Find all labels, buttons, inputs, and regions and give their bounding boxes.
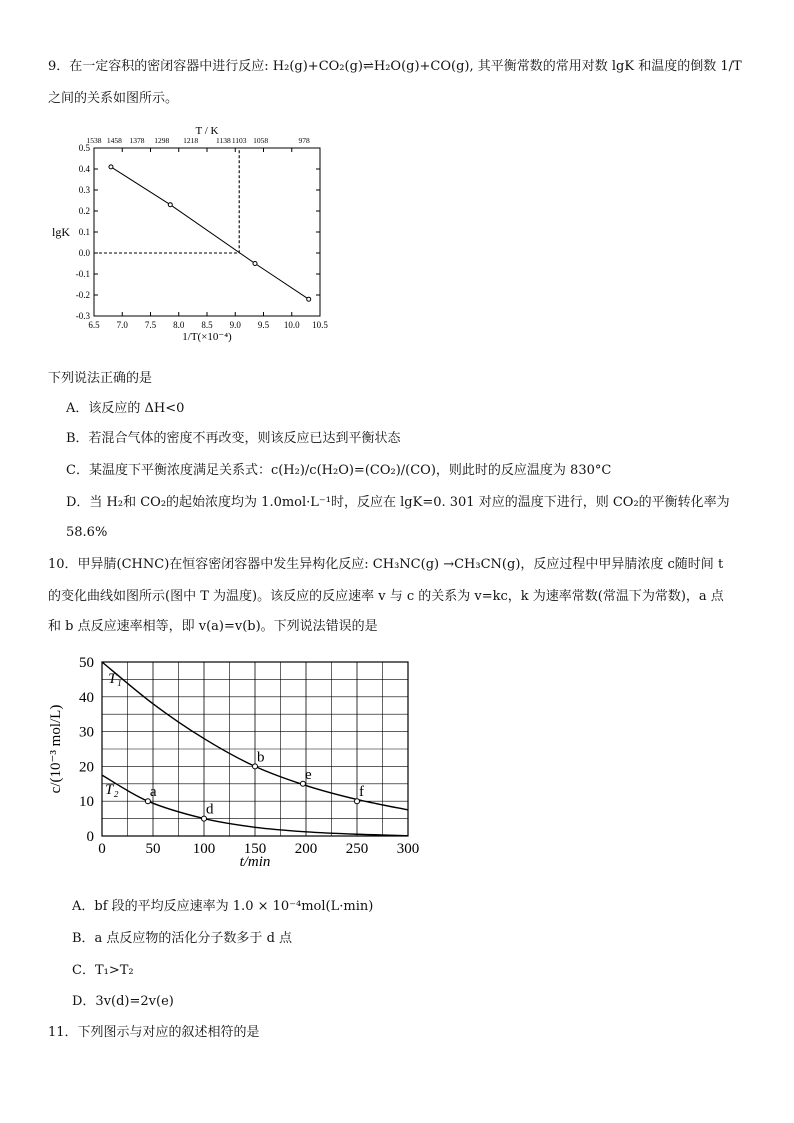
x-tick-label: 250 — [345, 841, 369, 857]
q10-stem-line3: 和 b 点反应速率相等，即 v(a)=v(b)。下列说法错误的是 — [48, 619, 378, 634]
lgk-chart — [48, 118, 348, 348]
y-tick-label: 0.5 — [78, 143, 90, 153]
data-point — [253, 262, 257, 266]
top-tick-label: 1138 — [216, 136, 231, 145]
q10-stem-line2: 的变化曲线如图所示(图中 T 为温度)。该反应的反应速率 v 与 c 的关系为 v=kc，k 为速率常数(常温下为常数)，a 点 — [48, 589, 724, 604]
point-label-a: a — [149, 784, 157, 801]
q9-option-c: C．某温度下平衡浓度满足关系式：c(H₂)/c(H₂O)=(CO₂)/(CO)，则此时的反应温度为 830°C — [66, 463, 612, 478]
y-tick-label: 20 — [79, 759, 94, 776]
point-label-f: f — [359, 784, 364, 801]
top-tick-label: 1058 — [253, 136, 269, 145]
point-label-d: d — [206, 801, 214, 818]
data-point — [307, 297, 311, 301]
point-label-b: b — [257, 749, 265, 766]
y-tick-label: -0.3 — [75, 311, 90, 321]
q10-option-c: C．T₁>T₂ — [72, 963, 134, 978]
x-tick-label: 100 — [192, 841, 216, 857]
top-axis-title: T / K — [195, 125, 219, 137]
x-tick-label: 6.5 — [88, 320, 100, 330]
y-tick-label: 10 — [79, 794, 94, 811]
y-tick-label: 0.0 — [78, 248, 90, 258]
y-axis-label: lgK — [52, 225, 70, 239]
series-label-t1: T₁ — [108, 670, 122, 687]
y-tick-label: -0.2 — [75, 290, 90, 300]
q11-stem: 11．下列图示与对应的叙述相符的是 — [48, 1025, 260, 1040]
x-axis-label: t/min — [239, 854, 271, 870]
top-tick-label: 1103 — [231, 136, 247, 145]
data-point — [109, 165, 113, 169]
top-tick-label: 1458 — [106, 136, 122, 145]
x-tick-label: 150 — [243, 841, 267, 857]
x-tick-label: 50 — [145, 841, 161, 857]
q10-option-a: A．bf 段的平均反应速率为 1.0 × 10⁻⁴mol(L·min) — [72, 899, 374, 914]
top-tick-label: 1538 — [86, 136, 102, 145]
top-tick-label: 978 — [298, 136, 310, 145]
x-tick-label: 10.5 — [312, 320, 328, 330]
y-tick-label: 0.2 — [78, 206, 90, 216]
x-tick-label: 8.0 — [173, 320, 185, 330]
q9-option-a: A．该反应的 ΔH<0 — [66, 401, 185, 416]
q9-stem-line2: 之间的关系如图所示。 — [48, 91, 179, 106]
x-tick-label: 300 — [396, 841, 420, 857]
q9-option-b: B．若混合气体的密度不再改变，则该反应已达到平衡状态 — [66, 431, 401, 446]
q10-stem-line1: 10．甲异腈(CHNC)在恒容密闭容器中发生异构化反应: CH₃NC(g) →CH₃CN(g)，反应过程中甲异腈浓度 c随时间 t — [48, 557, 724, 572]
q9-option-d-line1: D．当 H₂和 CO₂的起始浓度均为 1.0mol·L⁻¹时，反应在 lgK=0. 301 对应的温度下进行，则 CO₂的平衡转化率为 — [66, 495, 730, 510]
x-tick-label: 7.0 — [116, 320, 128, 330]
x-tick-label: 9.0 — [229, 320, 241, 330]
x-tick-label: 9.5 — [257, 320, 270, 330]
top-tick-label: 1218 — [183, 136, 199, 145]
q9-prompt: 下列说法正确的是 — [48, 371, 153, 386]
q9-option-d-line2: 58.6% — [66, 525, 108, 540]
y-tick-label: 40 — [79, 689, 94, 706]
x-tick-label: 8.5 — [201, 320, 213, 330]
y-tick-label: 0.3 — [78, 185, 90, 195]
data-point — [168, 203, 172, 207]
point-label-e: e — [304, 766, 312, 783]
q10-option-d: D．3v(d)=2v(e) — [72, 994, 174, 1009]
x-tick-label: 200 — [294, 841, 318, 857]
y-tick-label: 0.1 — [78, 227, 90, 237]
concentration-chart — [48, 652, 428, 874]
x-tick-label: 7.5 — [144, 320, 157, 330]
q9-stem-line1: 9．在一定容积的密闭容器中进行反应: H₂(g)+CO₂(g)⇌H₂O(g)+CO(g), 其平衡常数的常用对数 lgK 和温度的倒数 1/T — [48, 59, 742, 74]
top-tick-label: 1378 — [129, 136, 145, 145]
y-tick-label: 50 — [79, 655, 94, 671]
x-axis-label: 1/T(×10⁻⁴) — [182, 331, 232, 343]
y-tick-label: -0.1 — [75, 269, 90, 279]
y-tick-label: 0.4 — [78, 164, 90, 174]
y-axis-label: c/(10⁻³ mol/L) — [48, 704, 64, 794]
x-tick-label: 10.0 — [283, 320, 300, 330]
y-tick-label: 30 — [79, 724, 94, 741]
y-tick-label: 0 — [86, 829, 94, 845]
series-label-t2: T₂ — [105, 782, 119, 799]
q10-option-b: B．a 点反应物的活化分子数多于 d 点 — [72, 931, 293, 946]
series-line-lgk — [111, 167, 309, 299]
top-tick-label: 1298 — [154, 136, 170, 145]
x-tick-label: 0 — [98, 841, 106, 857]
plot-frame — [94, 148, 320, 316]
